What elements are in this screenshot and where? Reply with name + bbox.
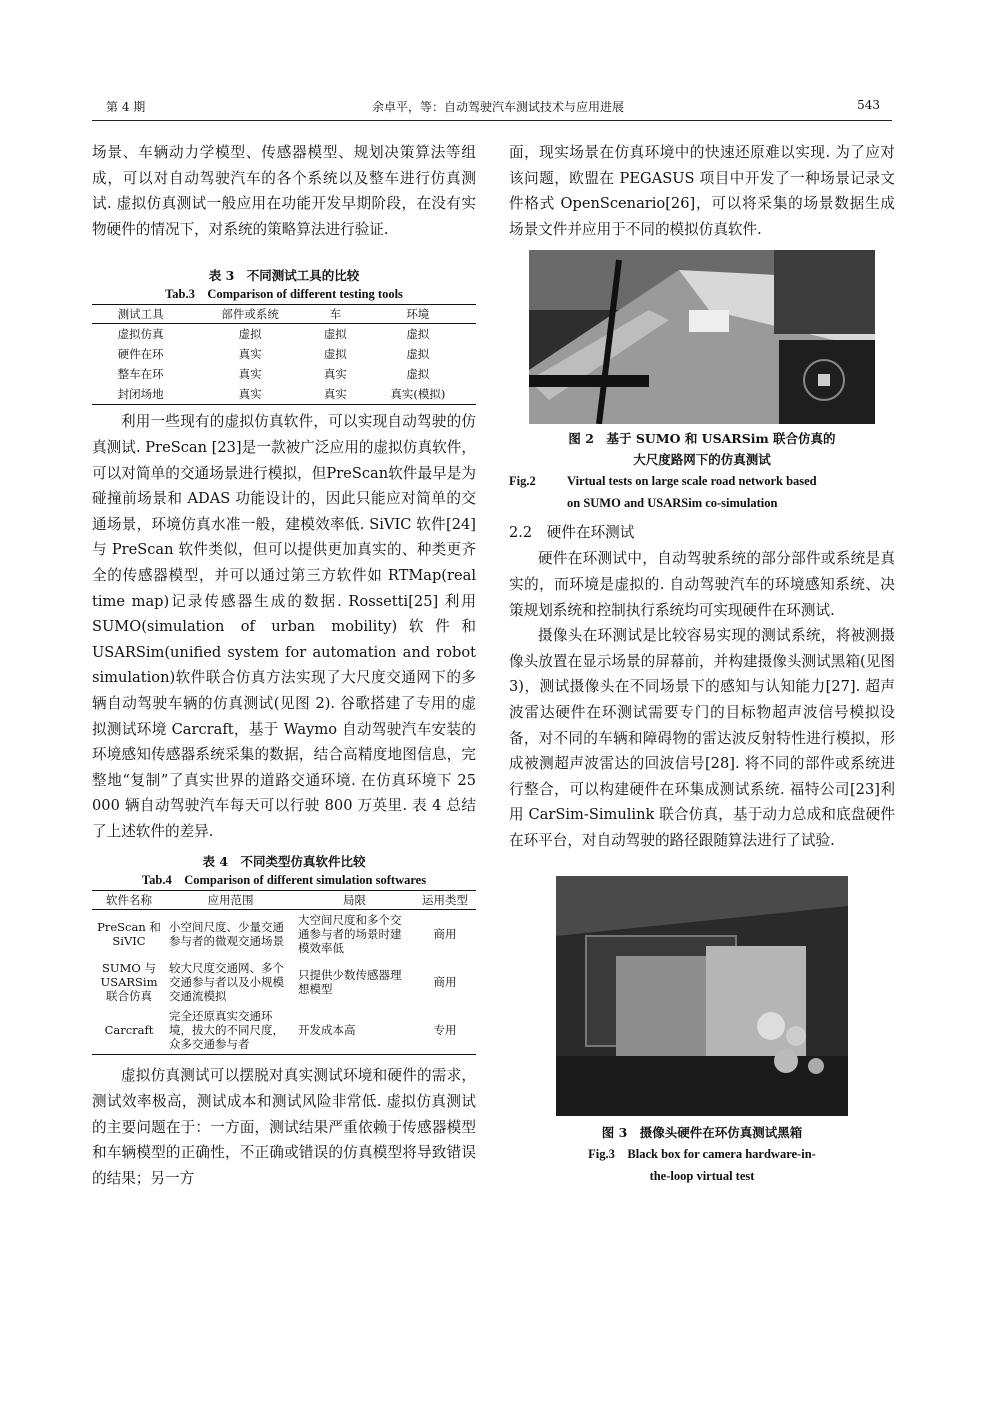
table-cell: 真实 — [238, 347, 262, 362]
table-simulation-software — [92, 890, 476, 1055]
table-row — [92, 1006, 476, 1055]
table-cell: 商用 — [433, 927, 457, 942]
table-cell: 真实(模拟) — [360, 384, 476, 405]
table-testing-tools — [92, 304, 476, 405]
figure-caption-en — [509, 470, 895, 514]
figure-caption-line: on SUMO and USARSim co-simulation — [567, 496, 778, 511]
figure-caption-cn: 图 3 摄像头硬件在环仿真测试黑箱 — [601, 1124, 803, 1140]
table-cell: 真实 — [238, 367, 262, 382]
page-number: 543 — [857, 98, 880, 112]
table-cell: PreScan 和 SiVIC — [97, 920, 161, 949]
table-row — [92, 384, 476, 405]
table-cell: 虚拟 — [323, 327, 347, 342]
figure-3-camera-black-box — [556, 876, 848, 1116]
road-network-image — [529, 250, 875, 424]
table-row — [92, 364, 476, 384]
issue-number: 第 4 期 — [106, 100, 146, 114]
table-header: 局限 — [295, 891, 414, 910]
table-cell: 虚拟 — [406, 347, 430, 362]
paragraph: 面，现实场景在仿真环境中的快速还原难以实现. 为了应对该问题，欧盟在 PEGASUS 项目中开发了一种场景记录文件格式 OpenScenario[26]，可以将采集的场景数据生成场景文件并应用于不同的模拟仿真软件. — [509, 144, 895, 238]
table-cell: 虚拟 — [323, 347, 347, 362]
table-row — [92, 958, 476, 1006]
table-cell: 整车在环 — [117, 367, 164, 382]
table-header: 车 — [311, 305, 360, 324]
camera-black-box-image — [556, 876, 848, 1116]
paragraph: 场景、车辆动力学模型、传感器模型、规划决策算法等组成，可以对自动驾驶汽车的各个系统以及整车进行仿真测试. 虚拟仿真测试一般应用在功能开发早期阶段，在没有实物硬件的情况下，对系统的策略算法进行验证. — [92, 144, 476, 238]
figure-caption-cn: 大尺度路网下的仿真测试 — [633, 452, 771, 468]
table-cell: 只提供少数传感器理想模型 — [298, 968, 402, 997]
figure-caption-en: Fig.3 Black box for camera hardware-in- — [588, 1146, 816, 1161]
table-cell: Carcraft — [92, 1006, 166, 1055]
table-row — [92, 324, 476, 345]
table-header: 环境 — [360, 305, 476, 324]
table-cell: 硬件在环 — [117, 347, 164, 362]
table-cell: 专用 — [414, 1006, 476, 1055]
table-caption-en: Tab.3 Comparison of different testing tools — [165, 287, 403, 302]
table-cell: 开发成本高 — [295, 1006, 414, 1055]
running-title: 余卓平，等：自动驾驶汽车测试技术与应用进展 — [372, 100, 625, 114]
table-header: 应用范围 — [166, 891, 295, 910]
paragraph: 利用一些现有的虚拟仿真软件，可以实现自动驾驶的仿真测试. PreScan [23]是一款被广泛应用的虚拟仿真软件，可以对简单的交通场景进行模拟，但PreScan软件最早是为碰撞前场景和 ADAS 功能设计的，因此只能应对简单的交通场景，环境仿真水准一般，建模效率低. SiVIC 软件[24]与 PreScan 软件类似，但可以提供更加真实的、种类更齐全的传感器模型，并可以通过第三方软件如 RTMap(real time map)记录传感器生成的数据. Rossetti[25] 利用 SUMO(simulation of urban mobility)软件和 USARSim(unified system for automation and robot simulation)软件联合仿真方法实现了大尺度交通网下的多辆自动驾驶车辆的仿真测试(见图 2). 谷歌搭建了专用的虚拟测试环境 Carcraft，基于 Waymo 自动驾驶汽车安装的环境感知传感器系统采集的数据，结合高精度地图信息，完整地“复制”了真实世界的道路交通环境. 在仿真环境下 25 000 辆自动驾驶汽车每天可以行驶 800 万英里. 表 4 总结了上述软件的差异. — [92, 413, 476, 840]
figure-2-simulation-screenshot — [529, 250, 875, 424]
table-cell: SUMO 与 USARSim 联合仿真 — [100, 961, 158, 1004]
table-row — [92, 910, 476, 959]
paragraph: 虚拟仿真测试可以摆脱对真实测试环境和硬件的需求，测试效率极高，测试成本和测试风险非常低. 虚拟仿真测试的主要问题在于：一方面，测试结果严重依赖于传感器模型和车辆模型的正确性，不正确或错误的仿真模型将导致错误的结果；另一方 — [92, 1067, 476, 1187]
figure-caption-en: the-loop virtual test — [649, 1168, 755, 1183]
section-heading: 2.2 硬件在环测试 — [509, 524, 635, 542]
right-column — [509, 140, 895, 1187]
table-header: 测试工具 — [92, 305, 189, 324]
header-rule — [92, 120, 892, 121]
table-cell: 较大尺度交通网、多个交通参与者以及小规模交通流模拟 — [169, 961, 284, 1004]
paragraph: 硬件在环测试中，自动驾驶系统的部分部件或系统是真实的，而环境是虚拟的. 自动驾驶汽车的环境感知系统、决策规划系统和控制执行系统均可实现硬件在环测试. — [509, 550, 895, 619]
table-cell: 虚拟 — [406, 367, 430, 382]
table-cell: 虚拟 — [238, 327, 262, 342]
table-cell: 小空间尺度、少量交通参与者的微观交通场景 — [169, 920, 284, 949]
figure-label: Fig.2 — [509, 474, 536, 489]
table-cell: 封闭场地 — [92, 384, 189, 405]
table-cell: 完全还原真实交通环境，拔大的不同尺度，众多交通参与者 — [166, 1006, 295, 1055]
table-cell: 真实 — [323, 367, 347, 382]
table-row — [92, 344, 476, 364]
table-cell: 商用 — [433, 975, 457, 990]
table-cell: 大空间尺度和多个交通参与者的场景时建模效率低 — [298, 913, 402, 956]
table-caption-en: Tab.4 Comparison of different simulation softwares — [141, 873, 427, 888]
figure-caption-line: Virtual tests on large scale road network based — [567, 474, 817, 489]
table-cell: 虚拟仿真 — [117, 327, 164, 342]
paragraph: 摄像头在环测试是比较容易实现的测试系统，将被测摄像头放置在显示场景的屏幕前，并构建摄像头测试黑箱(见图 3)，测试摄像头在不同场景下的感知与认知能力[27]. 超声波雷达硬件在环测试需要专门的目标物超声波信号模拟设备，对不同的车辆和障碍物的雷达波反射特性进行模拟，形成被测超声波雷达的回波信号[28]. 将不同的部件或系统进行整合，可以构建硬件在环集成测试系统. 福特公司[23]利用 CarSim-Simulink 联合仿真，基于动力总成和底盘硬件在环平台，对自动驾驶的路径跟随算法进行了试验. — [509, 627, 895, 849]
table-cell: 真实 — [311, 384, 360, 405]
table-caption-cn: 表 3 不同测试工具的比较 — [208, 268, 360, 284]
table-header: 软件名称 — [92, 891, 166, 910]
table-cell: 真实 — [189, 384, 311, 405]
figure-caption-cn: 图 2 基于 SUMO 和 USARSim 联合仿真的 — [568, 431, 836, 447]
left-column — [92, 140, 476, 1191]
table-cell: 虚拟 — [406, 327, 430, 342]
table-header: 部件或系统 — [189, 305, 311, 324]
table-header: 运用类型 — [414, 891, 476, 910]
running-header — [92, 98, 892, 120]
table-caption-cn: 表 4 不同类型仿真软件比较 — [202, 854, 366, 870]
